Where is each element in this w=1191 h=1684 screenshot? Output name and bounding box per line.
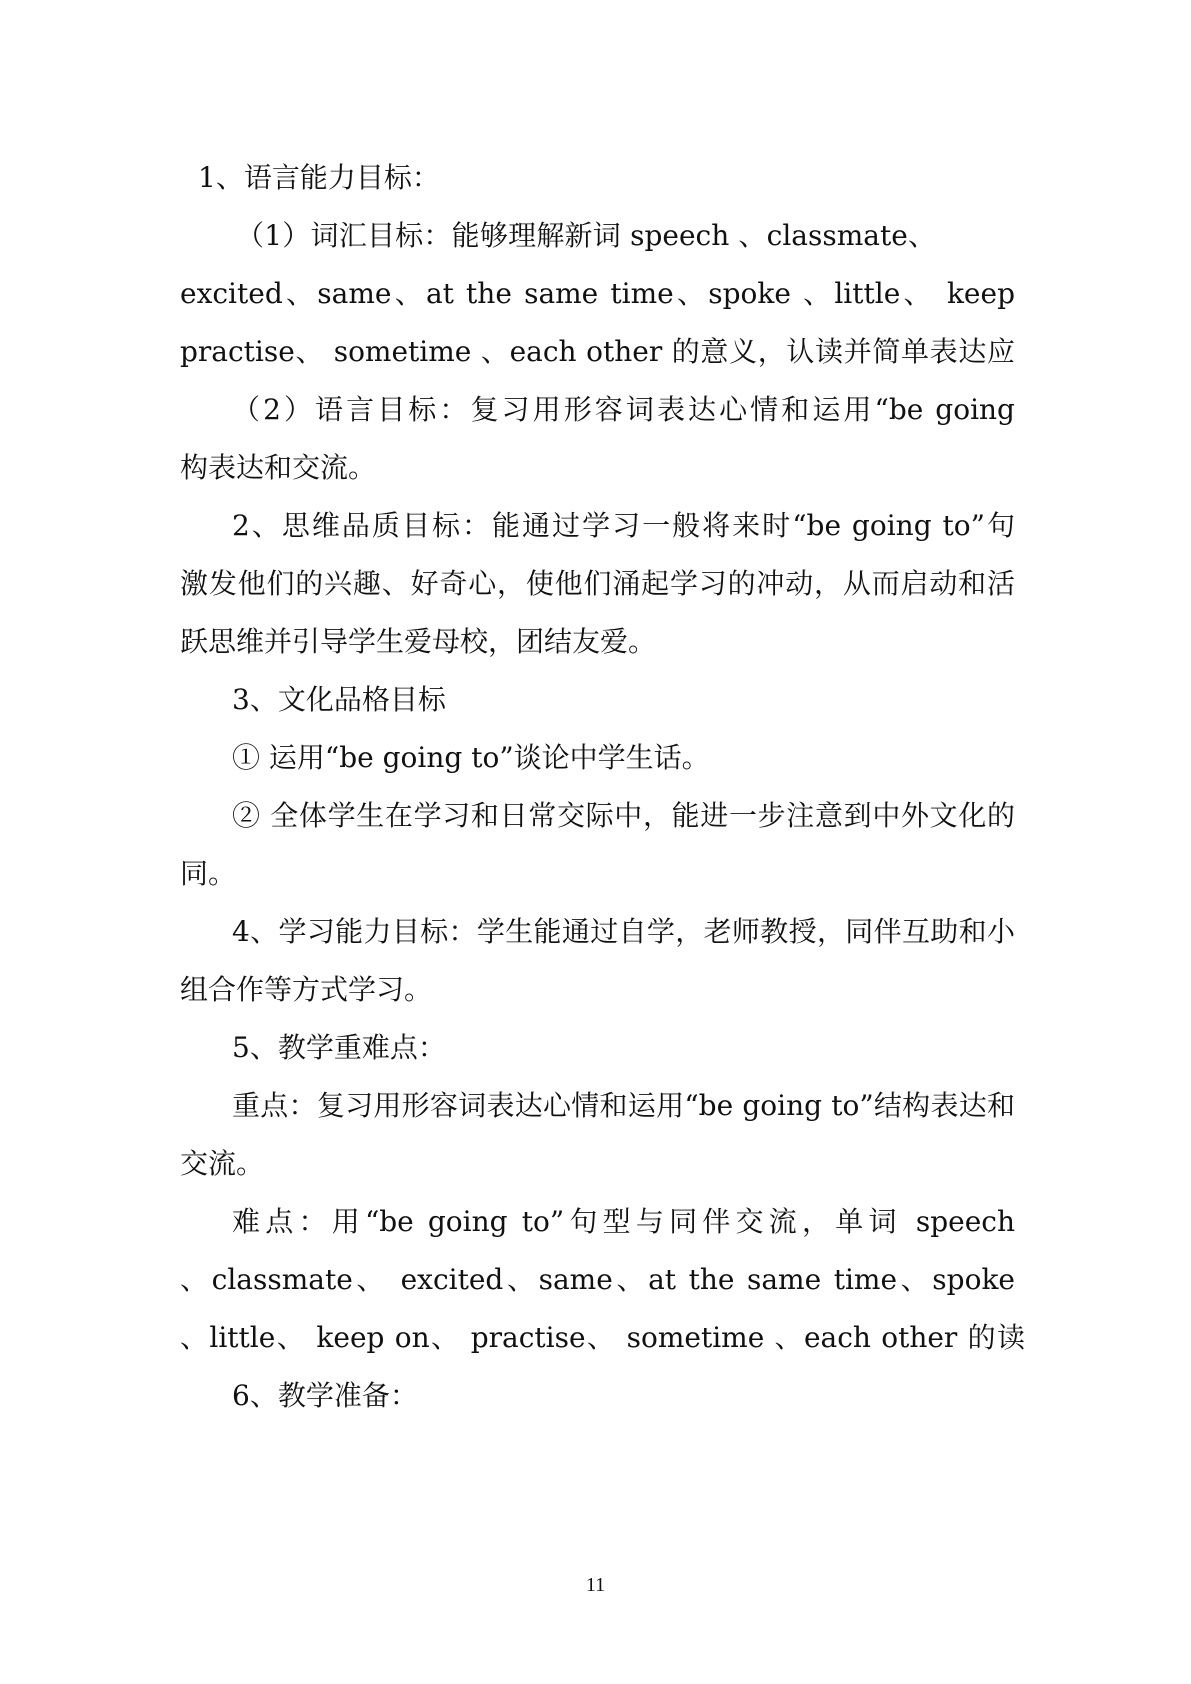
paragraph-2-line-1: （1）词汇目标：能够理解新词 speech 、classmate、 — [236, 219, 936, 252]
paragraph-10-line-2: 交流。 — [180, 1147, 265, 1180]
paragraph-5: 3、文化品格目标 — [232, 683, 446, 716]
paragraph-3-line-2: 构表达和交流。 — [180, 451, 377, 484]
paragraph-3-line-1: （2）语言目标：复习用形容词表达心情和运用“be going — [232, 393, 1015, 426]
page-number: 11 — [585, 1574, 606, 1596]
paragraph-4-line-1: 2、思维品质目标：能通过学习一般将来时“be going to”句 — [232, 509, 1015, 542]
paragraph-2-line-3: practise、 sometime 、each other 的意义，认读并简单表达应 — [180, 335, 1015, 368]
paragraph-9: 5、教学重难点： — [232, 1031, 446, 1064]
paragraph-1: 1、语言能力目标： — [198, 161, 440, 194]
paragraph-7-line-2: 同。 — [180, 857, 237, 890]
paragraph-4-line-2: 激发他们的兴趣、好奇心，使他们涌起学习的冲动，从而启动和活 — [180, 567, 1015, 600]
paragraph-8-line-1: 4、学习能力目标：学生能通过自学，老师教授，同伴互助和小 — [232, 915, 1015, 948]
paragraph-8-line-2: 组合作等方式学习。 — [180, 973, 433, 1006]
paragraph-2-line-2: excited、same、at the same time、spoke 、little、 keep — [180, 277, 1015, 310]
paragraph-10-line-1: 重点：复习用形容词表达心情和运用“be going to”结构表达和 — [232, 1089, 1015, 1122]
paragraph-11-line-1: 难点：用“be going to”句型与同伴交流，单词 speech — [232, 1205, 1015, 1238]
paragraph-7-line-1: ② 全体学生在学习和日常交际中，能进一步注意到中外文化的 — [232, 799, 1015, 832]
paragraph-11-line-3: 、little、 keep on、 practise、 sometime 、each other 的读 — [180, 1321, 1025, 1354]
paragraph-4-line-3: 跃思维并引导学生爱母校，团结友爱。 — [180, 625, 657, 658]
paragraph-12: 6、教学准备： — [232, 1379, 418, 1412]
paragraph-6: ① 运用“be going to”谈论中学生话。 — [232, 741, 710, 774]
paragraph-11-line-2: 、classmate、 excited、same、at the same time、spoke — [180, 1263, 1015, 1296]
